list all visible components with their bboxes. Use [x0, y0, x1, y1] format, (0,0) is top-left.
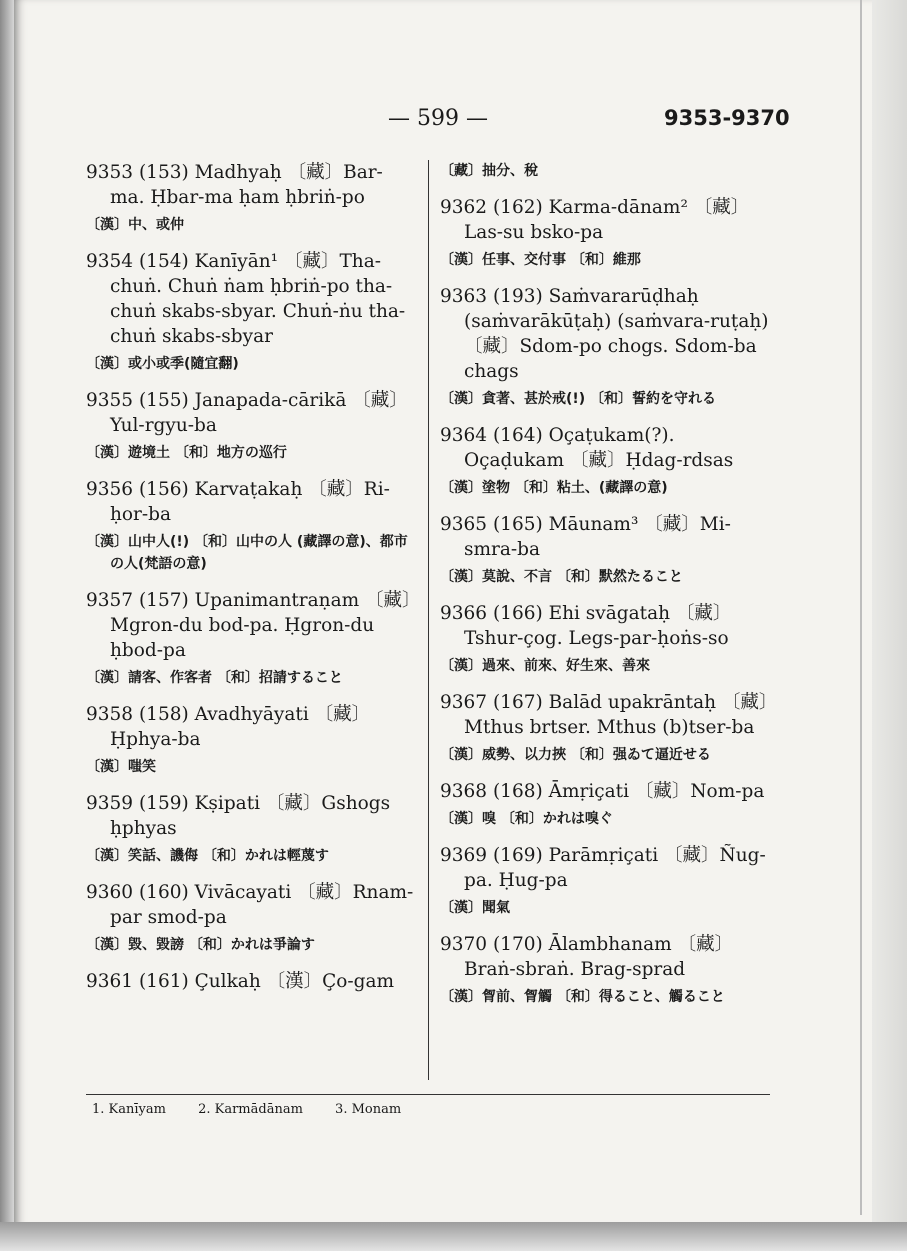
dictionary-entry: [86, 249, 416, 375]
footnotes: [92, 1102, 429, 1117]
entry-glosses: 〔漢〕過來、前來、好生來、善來: [440, 658, 650, 674]
entry-headword: 9368 (168) Āmṛiçati 〔藏〕Nom-pa: [440, 781, 765, 802]
dictionary-entry: [86, 388, 416, 464]
entry-headword: 9355 (155) Janapada-cārikā 〔藏〕Yul-rgyu-ba: [86, 390, 408, 436]
entry-headword: 9361 (161) Çulkaḥ 〔漢〕Ço-gam: [86, 971, 395, 992]
dictionary-entry: [440, 512, 770, 588]
dictionary-entry: [440, 843, 770, 919]
page-number: — 599 —: [388, 106, 488, 131]
left-column: [86, 160, 416, 1007]
column-divider: [428, 160, 429, 1080]
dictionary-entry: [86, 791, 416, 867]
entry-headword: 9354 (154) Kanīyān¹ 〔藏〕Tha-chuṅ. Chuṅ ṅam ḥbriṅ-po tha-chuṅ skabs-sbyar. Chuṅ-ṅu tha-chuṅ skabs-sbyar: [86, 251, 406, 347]
dictionary-entry: [440, 195, 770, 271]
dictionary-entry: [86, 477, 416, 575]
entry-headword: 9358 (158) Avadhyāyati 〔藏〕Ḥphya-ba: [86, 704, 371, 750]
entry-headword: 9360 (160) Vivācayati 〔藏〕Rnam-par smod-pa: [86, 882, 414, 928]
entry-headword: 9359 (159) Kṣipati 〔藏〕Gshogs ḥphyas: [86, 793, 391, 839]
dictionary-entry: [440, 690, 770, 766]
dictionary-entry: [440, 601, 770, 677]
footnote: 3. Monam: [335, 1102, 402, 1117]
entry-glosses: 〔漢〕莫說、不言 〔和〕默然たること: [440, 569, 683, 585]
entry-glosses: 〔漢〕笑話、譏侮 〔和〕かれは輕蔑す: [86, 848, 329, 864]
entry-headword: 9362 (162) Karma-dānam² 〔藏〕Las-su bsko-pa: [440, 197, 750, 243]
entry-headword: 9353 (153) Madhyaḥ 〔藏〕Bar-ma. Ḥbar-ma ḥam ḥbriṅ-po: [86, 162, 383, 208]
entry-glosses: 〔漢〕嗤笑: [86, 759, 156, 775]
entry-glosses: 〔漢〕遊境土 〔和〕地方の巡行: [86, 445, 287, 461]
footnote: 1. Kanīyam: [92, 1102, 166, 1117]
entry-continuation: 〔藏〕抽分、稅: [440, 163, 538, 179]
entry-glosses: 〔漢〕請客、作客者 〔和〕招請すること: [86, 670, 343, 686]
right-column: [440, 160, 770, 1021]
dictionary-entry: [86, 702, 416, 778]
entry-glosses: 〔漢〕塗物 〔和〕粘土、(藏譯の意): [440, 480, 668, 496]
entry-glosses: 〔漢〕任事、交付事 〔和〕維那: [440, 252, 641, 268]
entry-headword: 9370 (170) Ālambhanam 〔藏〕Braṅ-sbraṅ. Brag-sprad: [440, 934, 734, 980]
footnote: 2. Karmādānam: [198, 1102, 303, 1117]
dictionary-entry: [440, 779, 770, 830]
entry-headword: 9369 (169) Parāmṛiçati 〔藏〕Ñug-pa. Ḥug-pa: [440, 845, 766, 891]
dictionary-entry: [86, 880, 416, 956]
dictionary-entry: [86, 160, 416, 236]
dictionary-entry: [440, 932, 770, 1008]
entry-glosses: 〔漢〕貪著、甚於戒(!) 〔和〕誓約を守れる: [440, 391, 717, 407]
dictionary-entry: [86, 969, 416, 994]
entry-headword: 9364 (164) Oçaṭukam(?). Oçaḍukam 〔藏〕Ḥdag-rdsas: [440, 425, 734, 471]
entry-headword: 9365 (165) Māunam³ 〔藏〕Mi-smra-ba: [440, 514, 731, 560]
entry-glosses: 〔漢〕或小或季(隨宜翻): [86, 356, 239, 372]
entry-headword: 9357 (157) Upanimantraṇam 〔藏〕Mgron-du bod-pa. Ḥgron-du ḥbod-pa: [86, 590, 412, 661]
entry-glosses: 〔漢〕胷前、胷觸 〔和〕得ること、觸ること: [440, 989, 725, 1005]
entry-headword: 9363 (193) Saṁvararūḍhaḥ (saṁvarākūṭaḥ) (saṁvara-ruṭaḥ) 〔藏〕Sdom-po chogs. Sdom-ba chags: [440, 286, 769, 382]
entry-headword: 9356 (156) Karvaṭakaḥ 〔藏〕Ri-ḥor-ba: [86, 479, 390, 525]
entry-range: 9353-9370: [664, 106, 790, 130]
entry-headword: 9366 (166) Ehi svāgataḥ 〔藏〕Tshur-çog. Legs-par-ḥoṅs-so: [440, 603, 732, 649]
book-spine-shadow: [0, 0, 14, 1228]
scan-right-margin: [872, 0, 907, 1251]
entry-headword: 9367 (167) Balād upakrāntaḥ 〔藏〕Mthus brtser. Mthus (b)tser-ba: [440, 692, 769, 738]
dictionary-entry: [440, 284, 770, 410]
entry-glosses: 〔漢〕嗅 〔和〕かれは嗅ぐ: [440, 811, 613, 827]
entry-glosses: 〔漢〕毀、毀謗 〔和〕かれは爭論す: [86, 937, 315, 953]
entry-glosses: 〔漢〕中、或仲: [86, 217, 184, 233]
page-edge-line: [860, 0, 862, 1215]
entry-glosses: 〔漢〕聞氣: [440, 900, 510, 916]
scan-bottom-shadow: [0, 1222, 907, 1251]
entry-glosses: 〔漢〕山中人(!) 〔和〕山中の人 (藏譯の意)、都市の人(梵語の意): [86, 534, 408, 572]
dictionary-entry: [440, 423, 770, 499]
entry-glosses: 〔漢〕威勢、以力挾 〔和〕强ゐて逼近せる: [440, 747, 711, 763]
dictionary-entry: [86, 588, 416, 689]
footnote-rule: [86, 1094, 770, 1095]
